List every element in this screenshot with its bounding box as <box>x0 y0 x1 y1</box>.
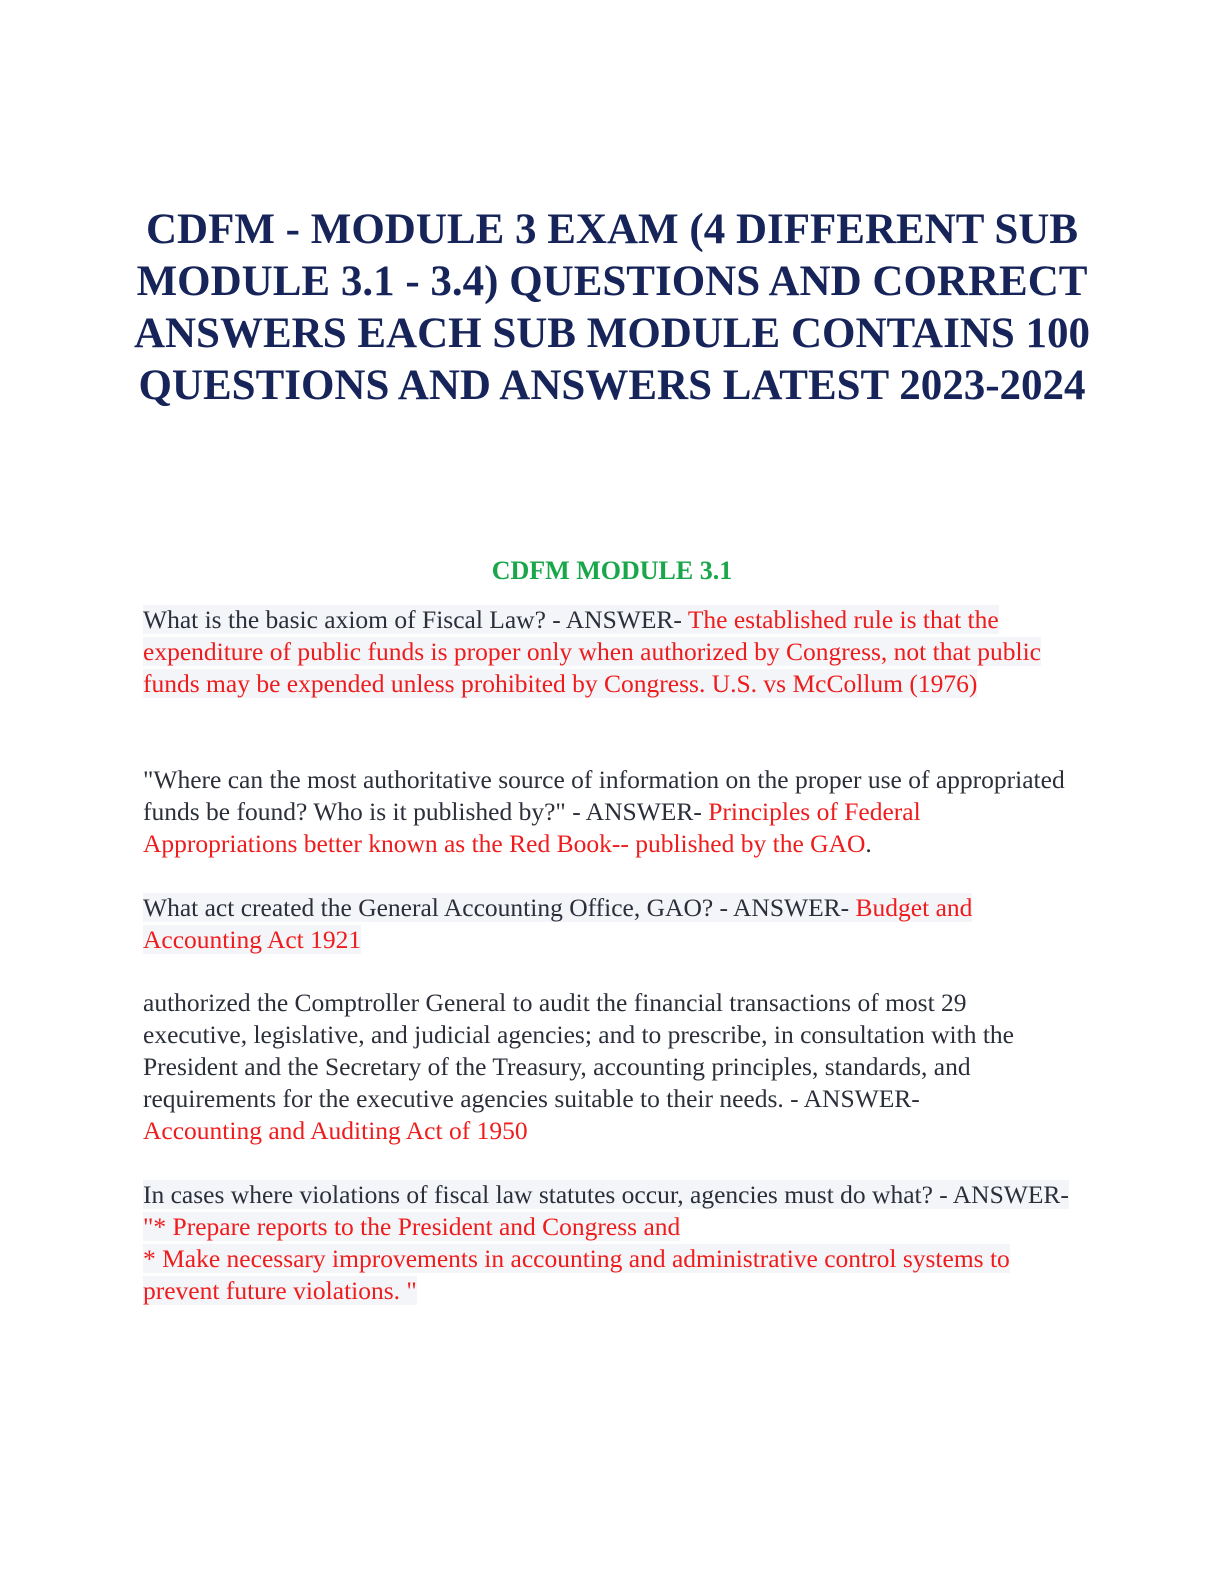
qa-answer-line-2: * Make necessary improvements in accounting and administrative control systems to prevent future violations. " <box>143 1244 1010 1305</box>
qa-answer: The established rule is that the expenditure of public funds is proper only when authorized by Congress, not that public funds may be expended unless prohibited by Congress. U.S. vs McCollum (1976) <box>143 605 1041 698</box>
qa-question: What act created the General Accounting Office, GAO? - ANSWER- <box>143 893 856 922</box>
qa-answer-line-1: "* Prepare reports to the President and Congress and <box>143 1212 681 1241</box>
qa-question: authorized the Comptroller General to audit the financial transactions of most 29 executive, legislative, and judicial agencies; and to prescribe, in consultation with the President and the Secretary of the Treasury, accounting principles, standards, and requirements for the executive agencies suitable to their needs. - ANSWER- <box>143 988 1014 1113</box>
qa-question: In cases where violations of fiscal law statutes occur, agencies must do what? - ANSWER- <box>143 1180 1069 1209</box>
qa-item-3 <box>143 892 1073 956</box>
qa-answer: Accounting and Auditing Act of 1950 <box>143 1116 528 1145</box>
qa-item-2 <box>143 764 1073 860</box>
qa-item-4 <box>143 987 1073 1147</box>
qa-answer-tail: . <box>865 829 872 858</box>
qa-question: "Where can the most authoritative source of information on the proper use of appropriated funds be found? Who is it published by?" - ANSWER- <box>143 765 1065 826</box>
qa-answer: Principles of Federal Appropriations better known as the Red Book-- published by the GAO <box>143 797 921 858</box>
qa-item-5 <box>143 1179 1073 1307</box>
section-heading: CDFM MODULE 3.1 <box>491 556 733 585</box>
qa-question: What is the basic axiom of Fiscal Law? - ANSWER- <box>143 605 688 634</box>
qa-item-1 <box>143 604 1073 700</box>
qa-answer: Budget and Accounting Act 1921 <box>143 893 973 954</box>
document-title: CDFM - MODULE 3 EXAM (4 DIFFERENT SUB MODULE 3.1 - 3.4) QUESTIONS AND CORRECT ANSWERS EACH SUB MODULE CONTAINS 100 QUESTIONS AND ANSWERS LATEST 2023-2024 <box>133 206 1091 409</box>
